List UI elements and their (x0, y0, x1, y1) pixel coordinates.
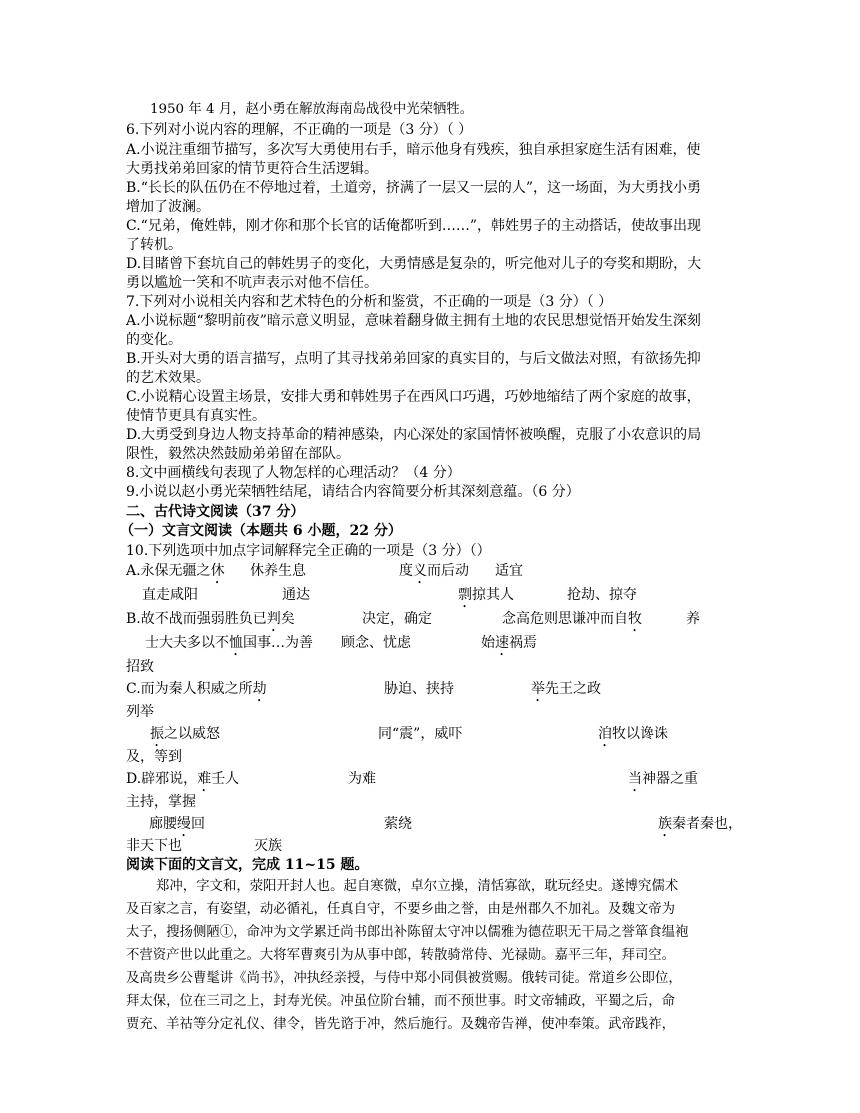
q10-b-gloss2: 养 (686, 611, 700, 627)
q7-option-c-line1: C.小说精心设置主场景，安排大勇和韩姓男子在西风口巧遇，巧妙地缩结了两个家庭的故事， (126, 389, 701, 405)
q6-option-a-line2: 大勇找弟弟回家的情节更符合生活逻辑。 (126, 161, 378, 177)
q10-b-item2: 念高危则思谦冲而自牧 (502, 611, 642, 627)
subsection-heading: （一）文言文阅读（本题共 6 小题，22 分） (120, 523, 402, 539)
passage-line: 及百家之言，有姿望，动必循礼，任真自守，不要乡曲之誉，由是州郡久不加礼。及魏文帝为 (126, 902, 676, 917)
q10-c-gloss3: 同“震”，威吓 (378, 726, 463, 742)
q7-option-d-line2: 限性，毅然决然鼓励弟弟留在部队。 (126, 446, 350, 462)
q7-option-d-line1: D.大勇受到身边人物支持革命的精神感染，内心深处的家国情怀被唤醒，克服了小农意识的局 (126, 427, 702, 443)
q10-a-gloss1: 休养生息 (250, 563, 306, 579)
q6-option-d-line1: D.目睹曾下套坑自己的韩姓男子的变化，大勇情感是复杂的，听完他对儿子的夸奖和期盼，大 (126, 256, 702, 272)
q8-stem: 8.文中画横线句表现了人物怎样的心理活动？（4 分） (126, 465, 461, 481)
intro-line: 1950 年 4 月，赵小勇在解放海南岛战役中光荣牺牲。 (150, 102, 474, 117)
q6-stem: 6.下列对小说内容的理解，不正确的一项是（3 分）（ ） (126, 122, 473, 138)
q10-b-item4: 始速祸焉 (481, 635, 537, 651)
q10-c-gloss1: 胁迫、挟持 (384, 681, 454, 697)
q10-b-item1: B.故不战而强弱胜负已判矣 (126, 611, 295, 627)
q10-d-gloss2: 主持，掌握 (126, 794, 196, 810)
q10-c-gloss4: 及，等到 (126, 749, 182, 765)
q7-option-b-line2: 的艺术效果。 (126, 370, 210, 386)
q10-d-gloss4: 灭族 (254, 838, 282, 854)
passage-line: 及高贵乡公曹髦讲《尚书》，冲执经亲授，与侍中郑小同俱被赏赐。俄转司徒。常道乡公即位， (126, 971, 682, 986)
passage-line: 贾充、羊祜等分定礼仪、律令，皆先谘于冲，然后施行。及魏帝告禅，使冲奉策。武帝践祚， (126, 1017, 676, 1032)
q10-b-gloss1: 决定，确定 (362, 611, 432, 627)
q10-d-item4: 族秦者秦也， (658, 816, 742, 832)
q6-option-c-line1: C.“兄弟，俺姓韩，刚才你和那个长官的话俺都听到……”，韩姓男子的主动搭话，使故事出现 (126, 218, 701, 234)
q7-option-a-line2: 的变化。 (126, 332, 182, 348)
reading-prompt: 阅读下面的文言文，完成 11~15 题。 (126, 857, 369, 873)
q10-a-gloss4: 抢劫、掠夺 (567, 587, 637, 603)
q10-a-item1: A.永保无疆之休 (126, 563, 225, 579)
q10-c-item1: C.而为秦人积威之所劫 (126, 681, 267, 697)
q7-option-a-line1: A.小说标题“黎明前夜”暗示意义明显，意味着翻身做主拥有土地的农民思想觉悟开始发生深刻 (126, 313, 701, 329)
q10-b-gloss4: 招致 (126, 659, 154, 675)
passage-line: 郑冲，字文和，荥阳开封人也。起自寒微，卓尔立操，清恬寡欲，耽玩经史。遂博究儒术 (156, 879, 679, 894)
q10-b-gloss3: 顾念、忧虑 (341, 635, 411, 651)
q6-option-b-line2: 增加了波澜。 (126, 199, 210, 215)
q10-c-item2: 举先王之政 (531, 681, 601, 697)
passage-line: 拜太保，位在三司之上，封寿光侯。冲虽位阶台辅，而不预世事。时文帝辅政，平蜀之后，命 (126, 994, 676, 1009)
q7-option-c-line2: 使情节更具有真实性。 (126, 408, 266, 424)
q10-a-item3: 直走咸阳 (142, 587, 198, 603)
passage-line: 太子，搜扬侧陋①，命冲为文学累迁尚书郎出补陈留太守冲以儒雅为德莅职无干局之誉箪食缊袍 (126, 925, 689, 940)
passage-line: 不营资产世以此重之。大将军曹爽引为从事中郎，转散骑常侍、光禄勋。嘉平三年，拜司空。 (126, 948, 676, 963)
q10-stem: 10.下列选项中加点字词解释完全正确的一项是（3 分）（） (126, 543, 491, 559)
q10-b-item3: 士大夫多以不恤国事…为善 (145, 635, 313, 651)
q6-option-a-line1: A.小说注重细节描写，多次写大勇使用右手，暗示他身有残疾，独自承担家庭生活有困难，使 (126, 142, 701, 158)
q6-option-b-line1: B.“长长的队伍仍在不停地过着，土道旁，挤满了一层又一层的人”，这一场面，为大勇找小勇 (126, 180, 702, 196)
q10-d-gloss3: 萦绕 (384, 816, 412, 832)
q6-option-d-line2: 勇以尴尬一笑和不吭声表示对他不信任。 (126, 275, 378, 291)
q9-stem: 9.小说以赵小勇光荣牺牲结尾，请结合内容简要分析其深刻意蕴。（6 分） (126, 484, 580, 500)
q7-option-b-line1: B.开头对大勇的语言描写，点明了其寻找弟弟回家的真实目的，与后文做法对照，有欲扬先抑 (126, 351, 701, 367)
section-heading: 二、古代诗文阅读（37 分） (126, 504, 305, 520)
q10-a-item4: 剽掠其人 (458, 587, 514, 603)
q7-stem: 7.下列对小说相关内容和艺术特色的分析和鉴赏，不正确的一项是（3 分）（ ） (126, 294, 613, 310)
q10-c-item3: 振之以威怒 (150, 726, 220, 742)
q10-d-item3: 廊腰缦回 (149, 816, 205, 832)
q10-d-item1: D.辟邪说，难壬人 (126, 771, 240, 787)
q10-a-gloss2: 适宜 (495, 563, 523, 579)
q6-option-c-line2: 了转机。 (126, 237, 182, 253)
q10-c-gloss2: 列举 (126, 704, 154, 720)
q10-d-gloss1: 为难 (348, 771, 376, 787)
q10-a-gloss3: 通达 (282, 587, 310, 603)
q10-c-item4: 洎牧以谗诛 (598, 726, 668, 742)
q10-a-item2: 度义而后动 (399, 563, 469, 579)
q10-d-item4-continued: 非天下也 (126, 838, 182, 854)
q10-d-item2: 当神器之重 (628, 771, 698, 787)
